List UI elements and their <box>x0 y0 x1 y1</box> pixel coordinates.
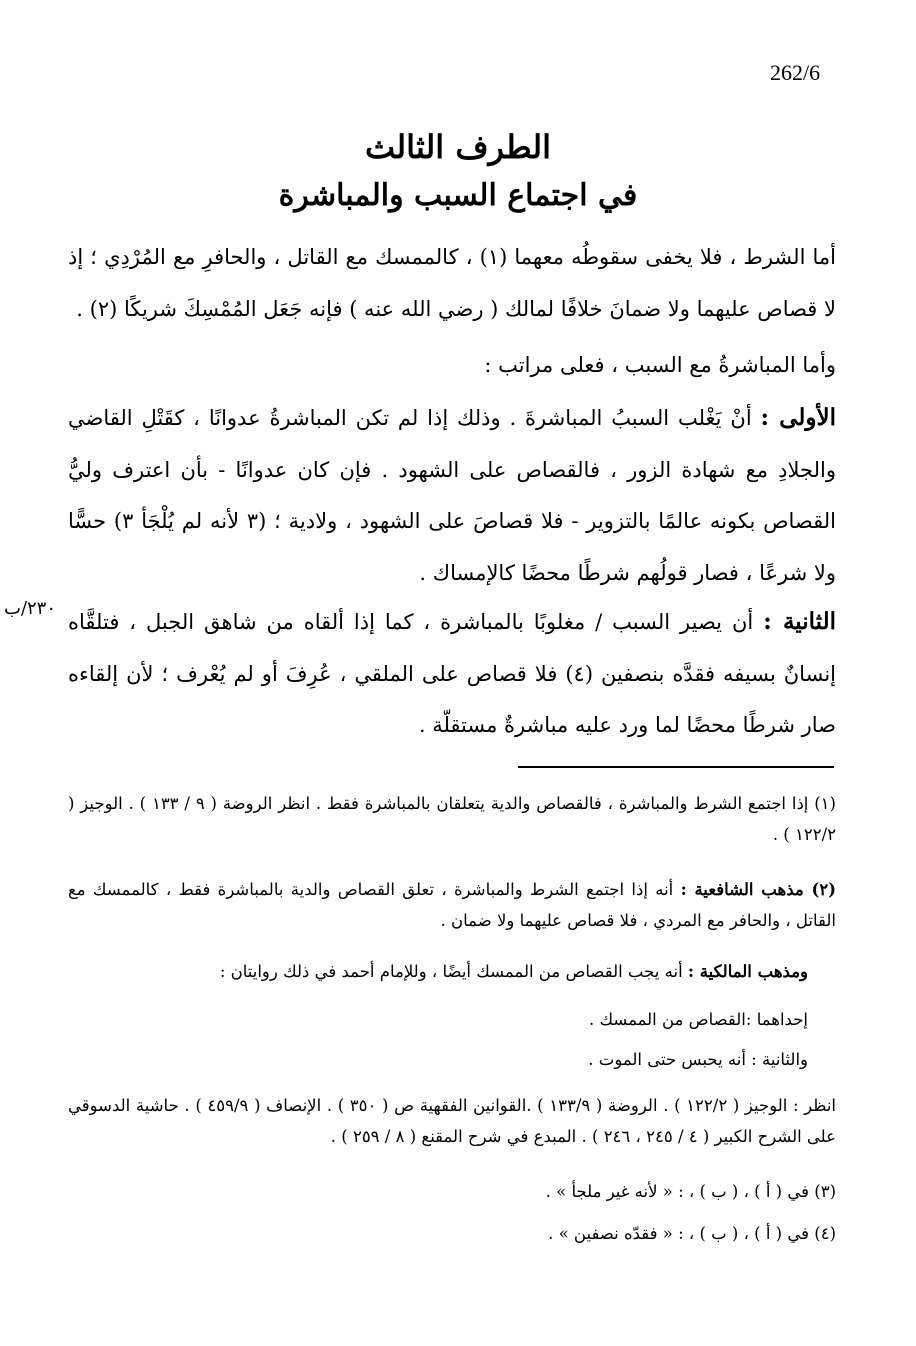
footnote-2-maliki-label: ومذهب المالكية : <box>687 962 808 981</box>
footnote-2-first-narration: إحداهما :القصاص من الممسك . <box>588 1010 808 1029</box>
footnote-2-text: أنه إذا اجتمع الشرط والمباشرة ، تعلق القصاص والدية بالمباشرة فقط ، كالممسك مع القاتل ، والحافر مع المردي ، فلا قصاص عليهما ولا ضمان . <box>68 880 836 930</box>
manuscript-folio-note: ٢٣٠/ب <box>4 598 57 619</box>
first-level-text: أنْ يَغْلب السببُ المباشرةَ . وذلك إذا لم تكن المباشرةُ عدوانًا ، كقَتْلِ القاضي والجلادِ مع شهادة الزور ، فالقصاص على الشهود . فإن كان عدوانًا - بأن اعترف وليُّ القصاص بكونه عالمًا بالتزوير - فلا قصاصَ على الشهود ، ولادية ؛ (٣ لأنه لم يُلْجَأ ٣) حسًّا ولا شرعًا ، فصار قولُهم شرطًا محضًا كالإمساك . <box>68 406 836 585</box>
footnote-divider <box>518 766 834 768</box>
paragraph-first-level <box>68 392 836 599</box>
paragraph-second-level <box>68 596 836 752</box>
paragraph-levels-intro: وأما المباشرةُ مع السبب ، فعلى مراتب : <box>484 353 836 377</box>
second-level-label: الثانية : <box>763 608 836 635</box>
first-level-label: الأولى : <box>760 404 836 431</box>
footnote-2-maliki-text: أنه يجب القصاص من الممسك أيضًا ، وللإمام أحمد في ذلك روايتان : <box>219 962 688 981</box>
footnote-2-label: (٢) مذهب الشافعية : <box>680 880 836 899</box>
second-level-text: أن يصير السبب / مغلوبًا بالمباشرة ، كما إذا ألقاه من شاهق الجبل ، فتلقَّاه إنسانٌ بسيفه فقدَّه بنصفين (٤) فلا قصاص على الملقي ، عُرِفَ أو لم يُعْرف ؛ لأن إلقاءه صار شرطًا محضًا لما ورد عليه مباشرةٌ مستقلّة . <box>68 610 836 737</box>
page-number: 262/6 <box>770 60 821 85</box>
footnote-2-second-narration: والثانية : أنه يحبس حتى الموت . <box>588 1050 808 1069</box>
footnote-2 <box>68 874 836 936</box>
section-title: الطرف الثالث <box>364 128 552 166</box>
footnote-3: (٣) في ( أ ) ، ( ب ) ، : « لأنه غير ملجأ » . <box>545 1182 836 1201</box>
section-subtitle: في اجتماع السبب والمباشرة <box>278 178 638 213</box>
footnote-2-references: انظر : الوجيز ( ١٢٢/٢ ) . الروضة ( ١٣٣/٩ ) .القوانين الفقهية ص ( ٣٥٠ ) . الإنصاف ( ٤٥٩/٩ ) . حاشية الدسوقي على الشرح الكبير ( ٤ / ٢٤٥ ، ٢٤٦ ) . المبدع في شرح المقنع ( ٨ / ٢٥٩ ) . <box>68 1096 836 1146</box>
paragraph-condition: أما الشرط ، فلا يخفى سقوطُه معهما (١) ، كالممسك مع القاتل ، والحافرِ مع المُرْدِي ؛ إذ لا قصاص عليهما ولا ضمانَ خلافًا لمالك ( رضي الله عنه ) فإنه جَعَل المُمْسِكَ شريكًا (٢) . <box>68 245 836 321</box>
footnote-2-maliki <box>68 956 808 987</box>
footnote-4: (٤) في ( أ ) ، ( ب ) ، : « فقدّه نصفين » . <box>548 1224 836 1243</box>
footnote-1: (١) إذا اجتمع الشرط والمباشرة ، فالقصاص والدية يتعلقان بالمباشرة فقط . انظر الروضة ( ٩ / ١٣٣ ) . الوجيز ( ١٢٢/٢ ) . <box>68 794 836 844</box>
